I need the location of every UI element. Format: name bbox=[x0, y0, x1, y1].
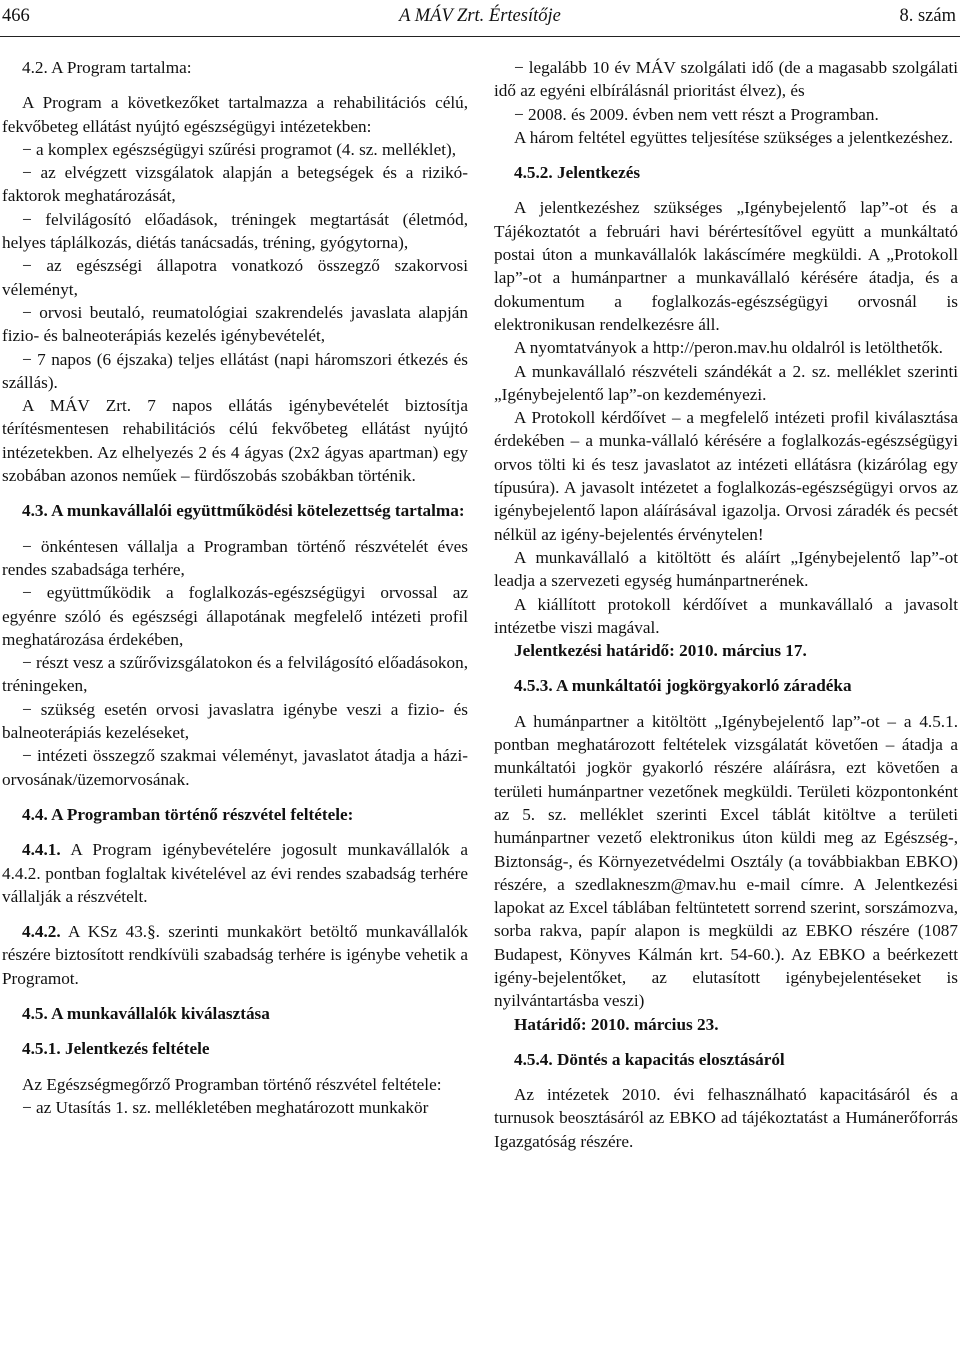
section-heading-4-4: 4.4. A Programban történő részvétel feltétele: bbox=[22, 804, 354, 824]
section-heading-4-5-4: 4.5.4. Döntés a kapacitás elosztásáról bbox=[514, 1049, 785, 1069]
list-item: − önkéntesen vállalja a Programban történő részvételét éves rendes szabadsága terhére, bbox=[2, 536, 468, 579]
list-item: − az elvégzett vizsgálatok alapján a betegségek és a rizikó-faktorok meghatározását, bbox=[2, 163, 468, 206]
list-item: − felvilágosító előadások, tréningek megtartását (életmód, helyes táplálkozás, diétás tanácsadás, tréning, gyógytorna), bbox=[2, 209, 468, 253]
list-item: − az egészségi állapotra vonatkozó összegző szakorvosi véleményt, bbox=[2, 256, 468, 299]
paragraph: A munkavállaló részvételi szándékát a 2. sz. melléklet szerinti „Igénybejelentő lap”-on kezdeményezi. bbox=[494, 361, 958, 404]
paragraph: A MÁV Zrt. 7 napos ellátás igénybevételét biztosítja térítésmentesen rehabilitációs célú fekvőbeteg ellátást nyújtó intézetekben. Az elhelyezés 2 és 4 ágyas (2x2 ágyas apartman) egy szobában azonos neműek – fürdőszobás szobákban történik. bbox=[2, 396, 468, 486]
paragraph-4-4-1: 4.4.1. A Program igénybevételére jogosult munkavállalók a 4.4.2. pontban foglaltak kivételével az évi rendes szabadság terhére vállalják a részvételt. bbox=[2, 840, 468, 906]
section-heading-4-5-3: 4.5.3. A munkáltatói jogkörgyakorló záradéka bbox=[514, 676, 852, 696]
paragraph: A Program a következőket tartalmazza a rehabilitációs célú, fekvőbeteg ellátást nyújtó egészségügyi intézetekben: bbox=[2, 93, 468, 136]
header-rule bbox=[0, 36, 960, 37]
right-column bbox=[494, 56, 958, 1153]
paragraph: A munkavállaló a kitöltött és aláírt „Igénybejelentő lap”-ot leadja a szervezeti egység humánpartnerének. bbox=[494, 547, 958, 591]
section-heading-4-3: 4.3. A munkavállalói együttműködési kötelezettség tartalma: bbox=[22, 501, 465, 521]
deadline: Határidő: 2010. március 23. bbox=[514, 1014, 719, 1034]
paragraph: A nyomtatványok a http://peron.mav.hu oldalról is letölthetők. bbox=[514, 338, 943, 358]
section-heading-4-5-2: 4.5.2. Jelentkezés bbox=[514, 163, 641, 183]
paragraph: A kiállított protokoll kérdőívet a munkavállaló a javasolt intézetbe viszi magával. bbox=[494, 594, 958, 637]
paragraph: Az intézetek 2010. évi felhasználható kapacitásáról és a turnusok beosztásáról az EBKO ad tájékoztatást a Humánerőforrás Igazgatóság részére. bbox=[494, 1085, 958, 1151]
list-item: − az Utasítás 1. sz. mellékletében meghatározott munkakör bbox=[22, 1097, 429, 1117]
paragraph: A humánpartner a kitöltött „Igénybejelentő lap”-ot – a 4.5.1. pontban meghatározott feltételek vizsgálatát követően – átadja a munkáltatói jogkör gyakorló részére aláírásra, ezt követően a területi humánpartner vezetőnek megküldi. Területi központonként az 5. sz. melléklet szerinti Excel táblát kitöltve a területi humánpartner vezető elektronikus úton küldi meg az Egészség-, Biztonság-, és Környezetvédelmi Osztály (a továbbiakban EBKO) részére, a szedlakneszm@mav.hu e-mail címre. A Jelentkezési lapokat az Excel táblában feltüntetett sorrend szerint, sorszámozva, sorba rakva, papír alapon is megküldi az EBKO részére (1087 Budapest, Könyves Kálmán krt. 54-60.). Az EBKO a beérkezett igény-bejelentőket, az elutasított igénybejelentéseket is nyilvántartásba veszi) bbox=[494, 711, 958, 1011]
deadline-registration: Jelentkezési határidő: 2010. március 17. bbox=[514, 641, 807, 661]
paragraph-4-4-2: 4.4.2. A KSz 43.§. szerinti munkakört betöltő munkavállalók részére biztosított rendkívüli szabadság terhére is igénybe vehetik a Programot. bbox=[2, 922, 468, 988]
list-item: − 2008. és 2009. évben nem vett részt a Programban. bbox=[514, 104, 879, 124]
paragraph: A három feltétel együttes teljesítése szükséges a jelentkezéshez. bbox=[514, 127, 954, 147]
list-item: − legalább 10 év MÁV szolgálati idő (de a magasabb szolgálati idő az egyéni elbírálásnál prioritást élvez), és bbox=[494, 58, 958, 101]
list-item: − orvosi beutaló, reumatológiai szakrendelés javaslata alapján fizio- és balneoterápiás kezelés igénybevételét, bbox=[2, 302, 468, 346]
list-item: − intézeti összegző szakmai véleményt, javaslatot átadja a házi-orvosának/üzemorvosának. bbox=[2, 746, 468, 789]
section-heading-4-5-1: 4.5.1. Jelentkezés feltétele bbox=[22, 1039, 210, 1059]
section-heading-4-2: 4.2. A Program tartalma: bbox=[22, 58, 192, 77]
issue-number: 8. szám bbox=[899, 6, 956, 26]
publication-title: A MÁV Zrt. Értesítője bbox=[399, 6, 561, 26]
list-item: − 7 napos (6 éjszaka) teljes ellátást (napi háromszori étkezés és szállás). bbox=[2, 349, 468, 392]
page-number: 466 bbox=[2, 6, 30, 26]
list-item: − a komplex egészségügyi szűrési programot (4. sz. melléklet), bbox=[22, 139, 457, 159]
list-item: − részt vesz a szűrővizsgálatokon és a felvilágosító előadásokon, tréningeken, bbox=[2, 653, 468, 696]
section-heading-4-5: 4.5. A munkavállalók kiválasztása bbox=[22, 1003, 270, 1023]
left-column bbox=[2, 56, 468, 1119]
running-header bbox=[0, 0, 960, 36]
paragraph: A jelentkezéshez szükséges „Igénybejelentő lap”-ot és a Tájékoztatót a februári havi bérértesítővel együtt a munkáltató postai úton a munkavállalók lakáscímére megküldi. A „Protokoll lap”-ot a humánpartner a munkavállaló kérésére átadja, és a dokumentum a foglalkozás-egészségügyi orvosnál is elektronikusan rendelkezésre áll. bbox=[494, 198, 958, 334]
paragraph: Az Egészségmegőrző Programban történő részvétel feltétele: bbox=[22, 1074, 442, 1094]
list-item: − szükség esetén orvosi javaslatra igénybe veszi a fizio- és balneoterápiás kezeléseket, bbox=[2, 699, 468, 743]
paragraph: A Protokoll kérdőívet – a megfelelő intézeti profil kiválasztása érdekében – a munka-vállaló kérésére a foglalkozás-egészségügyi orvos tölti ki és tesz javaslatot az intézeti ellátásra (kizárólag egy típusúra). A javasolt intézetet a foglalkozás-egészségügyi orvos az igénybejelentő lapon aláírásával igazolja. Orvosi záradék és pecsét nélkül az igény-bejelentés érvénytelen! bbox=[494, 408, 958, 544]
list-item: − együttműködik a foglalkozás-egészségügyi orvossal az egyénre szóló és egészségi állapotának megfelelő intézeti profil meghatározása érdekében, bbox=[2, 583, 468, 649]
